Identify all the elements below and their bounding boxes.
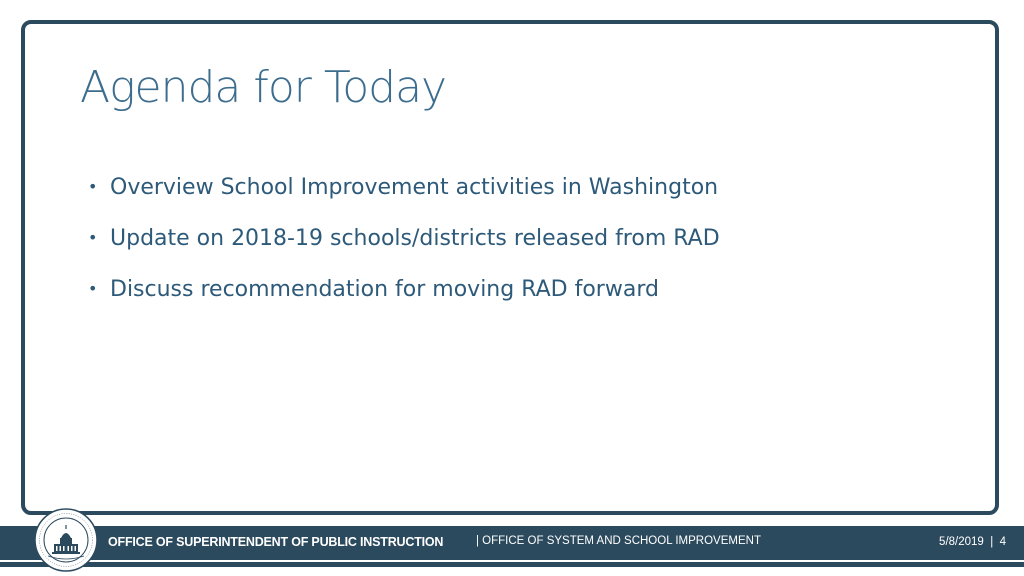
agenda-item-text: Discuss recommendation for moving RAD forward: [110, 277, 659, 302]
date-page: [939, 536, 1006, 548]
bullet-icon: •: [88, 279, 98, 298]
bullet-icon: •: [88, 177, 98, 196]
agenda-item-text: Update on 2018-19 schools/districts released from RAD: [110, 226, 720, 251]
agenda-item: [88, 170, 720, 221]
bullet-icon: •: [88, 228, 98, 247]
slide-title: Agenda for Today: [80, 62, 447, 113]
footer-separator: |: [990, 536, 994, 548]
agenda-list: [88, 170, 720, 323]
ospi-seal-icon: [34, 508, 98, 572]
agenda-item: [88, 221, 720, 272]
office-name: | OFFICE OF SYSTEM AND SCHOOL IMPROVEMENT: [476, 535, 761, 547]
agency-name: OFFICE OF SUPERINTENDENT OF PUBLIC INSTRUCTION: [108, 535, 444, 549]
page-number: 4: [999, 536, 1006, 548]
agenda-item-text: Overview School Improvement activities in Washington: [110, 175, 719, 200]
agenda-item: [88, 272, 720, 323]
slide-date: 5/8/2019: [939, 536, 984, 548]
footer-line: [0, 562, 1024, 567]
